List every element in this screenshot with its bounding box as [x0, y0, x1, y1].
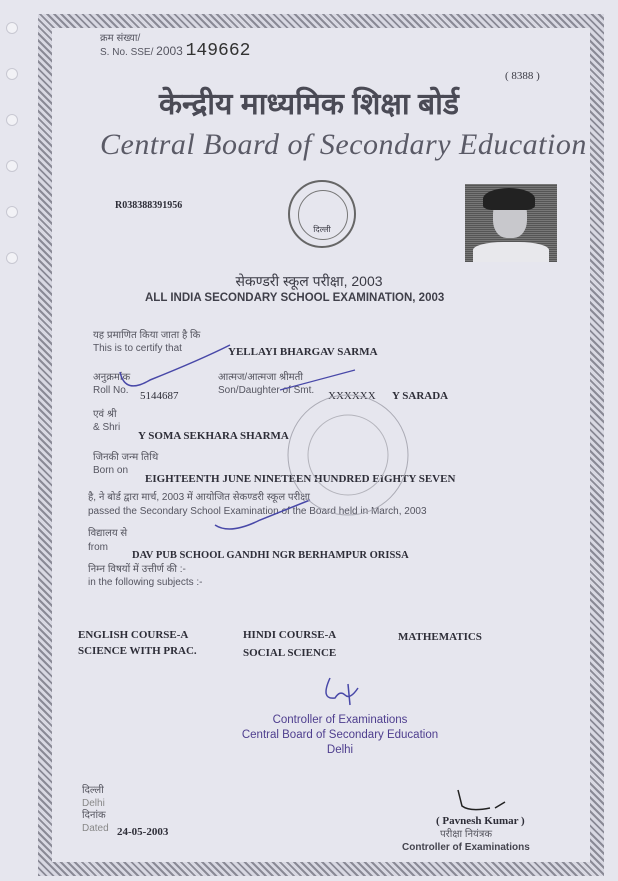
date-label-en: Dated: [82, 823, 109, 834]
mother-label-hi: आत्मज/आत्मजा श्रीमती: [218, 372, 303, 383]
school-name: DAV PUB SCHOOL GANDHI NGR BERHAMPUR ORISSA: [132, 550, 409, 561]
passed-text-en: passed the Secondary School Examination of the Board held in March, 2003: [88, 506, 427, 517]
certify-label-hi: यह प्रमाणित किया जाता है कि: [93, 330, 201, 341]
serial-number: 149662: [185, 41, 251, 61]
roll-number: 5144687: [140, 390, 179, 402]
dob-label-hi: जिनकी जन्म तिथि: [93, 452, 159, 463]
exam-title-english: ALL INDIA SECONDARY SCHOOL EXAMINATION, 2003: [145, 292, 445, 304]
father-label-hi: एवं श्री: [93, 409, 117, 420]
subject: ENGLISH COURSE-A: [78, 629, 189, 641]
date-label-hi: दिनांक: [82, 810, 106, 821]
registration-number: R038388391956: [115, 200, 183, 211]
subject: SCIENCE WITH PRAC.: [78, 645, 197, 657]
struck-text: XXXXXX: [328, 390, 376, 402]
signatory-name: ( Pavnesh Kumar ): [436, 815, 525, 827]
passed-text-hi: है, ने बोर्ड द्वारा मार्च, 2003 में आयोजित सेकण्डरी स्कूल परीक्षा: [88, 492, 311, 503]
dob-label-en: Born on: [93, 465, 129, 476]
roll-label-hi: अनुक्रमांक: [93, 372, 131, 383]
serial-year: 2003: [156, 44, 183, 58]
signatory-title-hi: परीक्षा नियंत्रक: [440, 829, 493, 840]
center-code: ( 8388 ): [505, 70, 540, 82]
stamp-line: Central Board of Secondary Education: [241, 729, 439, 741]
seal-text: दिल्ली: [313, 225, 331, 234]
date-of-birth: EIGHTEENTH JUNE NINETEEN HUNDRED EIGHTY SEVEN: [145, 473, 456, 485]
school-label-en: from: [88, 542, 108, 553]
roll-label-en: Roll No.: [93, 385, 129, 396]
serial-label-en: S. No. SSE/: [100, 47, 154, 58]
place-label-en: Delhi: [82, 798, 105, 809]
stamp-line: Delhi: [326, 744, 354, 756]
father-label-en: & Shri: [93, 422, 121, 433]
subjects-label-en: in the following subjects :-: [88, 577, 203, 588]
exam-title-hindi: सेकण्डरी स्कूल परीक्षा, 2003: [235, 273, 383, 289]
issue-date: 24-05-2003: [117, 826, 169, 838]
subjects-label-hi: निम्न विषयों में उत्तीर्ण की :-: [88, 564, 186, 575]
signatory-title-en: Controller of Examinations: [402, 842, 530, 853]
candidate-name: YELLAYI BHARGAV SARMA: [228, 346, 378, 358]
mother-name: Y SARADA: [392, 390, 449, 402]
subject: MATHEMATICS: [398, 631, 482, 643]
father-name: Y SOMA SEKHARA SHARMA: [138, 430, 289, 442]
mother-label-en: Son/Daughter of Smt.: [218, 385, 315, 396]
title-hindi: केन्द्रीय माध्यमिक शिक्षा बोर्ड: [159, 88, 459, 121]
subject: SOCIAL SCIENCE: [243, 647, 337, 659]
school-label-hi: विद्यालय से: [88, 528, 128, 539]
place-label-hi: दिल्ली: [82, 785, 104, 796]
serial-label-hi: क्रम संख्या/: [100, 33, 141, 44]
subject: HINDI COURSE-A: [243, 629, 337, 641]
certify-label-en: This is to certify that: [93, 343, 182, 354]
stamp-line: Controller of Examinations: [272, 714, 408, 726]
title-english: Central Board of Secondary Education: [100, 128, 587, 161]
